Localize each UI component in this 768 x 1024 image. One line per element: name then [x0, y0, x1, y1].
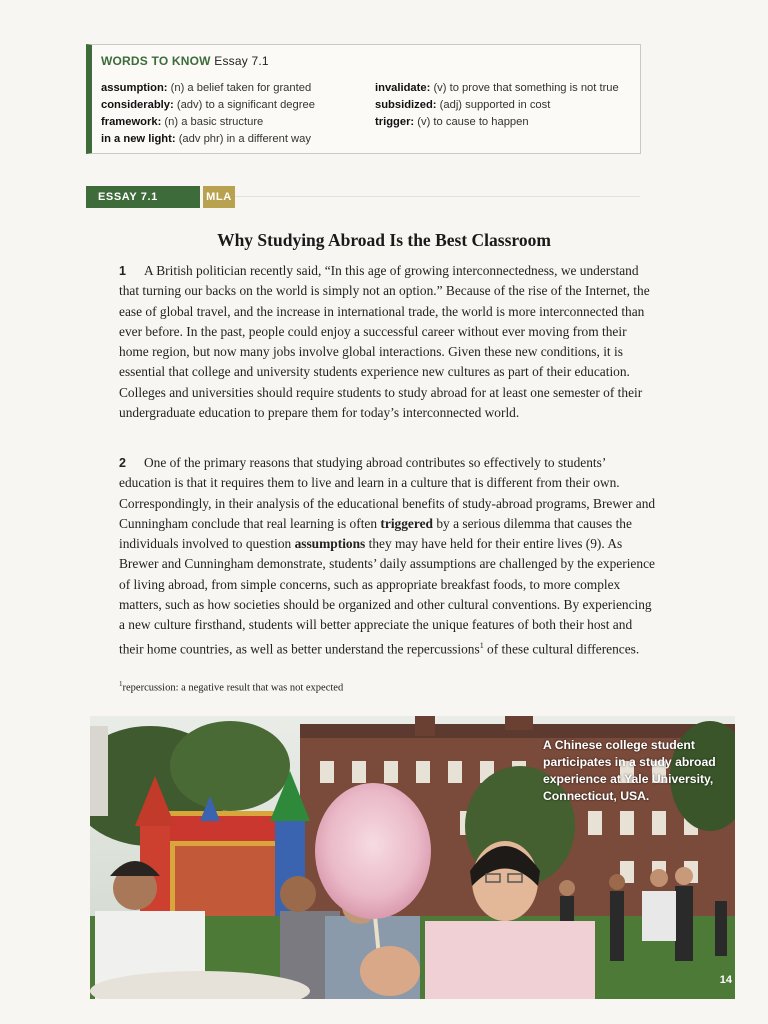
vocab-term: assumption:	[101, 82, 168, 94]
vocab-term: invalidate:	[375, 82, 431, 94]
essay-rule-line	[235, 196, 640, 197]
vocab-def: (v) to cause to happen	[414, 116, 529, 128]
essay-label: ESSAY 7.1	[86, 186, 200, 208]
vocab-term: subsidized:	[375, 99, 437, 111]
vocab-term: framework:	[101, 116, 162, 128]
wtk-left-column	[101, 80, 315, 148]
vocab-entry	[375, 114, 619, 131]
words-to-know-heading	[101, 54, 269, 68]
vocab-entry	[375, 80, 619, 97]
paragraph-1	[119, 261, 659, 423]
paragraph-2	[119, 453, 659, 659]
wtk-essay-ref: Essay 7.1	[214, 54, 269, 68]
wtk-label: WORDS TO KNOW	[101, 54, 211, 68]
essay-title: Why Studying Abroad Is the Best Classroom	[217, 230, 551, 250]
page-number: 14	[719, 974, 732, 986]
footnote	[119, 680, 343, 694]
vocab-entry	[101, 80, 315, 97]
paragraph-number: 1	[119, 264, 126, 278]
style-label: MLA	[203, 186, 235, 208]
vocab-entry	[101, 131, 315, 148]
vocab-term: trigger:	[375, 116, 415, 128]
vocab-def: (adj) supported in cost	[436, 99, 551, 111]
paragraph-text: they may have held for their entire lives (9). As Brewer and Cunningham demonstrate, students’ daily assumptions are challenged by the experience of living abroad, from simple concerns, such as appropriate breakfast foods, to more complex matters, such as how societies should be organized and other cultural conventions. By experiencing a new culture firsthand, students will better appreciate the unique features of both their host and their home countries, as well as better understand the repercussions	[119, 536, 655, 657]
paragraph-text: One of the primary reasons that studying abroad contributes so effectively to students’ education is that it requires them to live and learn in a culture that is different from their own. Correspondingly, in their analysis of the educational benefits of study-abroad programs, Brewer and Cunningham conclude that real learning is often	[119, 455, 656, 531]
wtk-right-column	[375, 80, 619, 131]
photo-caption: A Chinese college student participates in a study abroad experience at Yale University, Connecticut, USA.	[543, 738, 716, 803]
footnote-marker: 1	[479, 640, 484, 650]
vocab-def: (adv) to a significant degree	[173, 99, 315, 111]
vocab-term: considerably:	[101, 99, 174, 111]
paragraph-text: of these cultural differences.	[483, 641, 640, 657]
vocab-def: (adv phr) in a different way	[175, 133, 311, 145]
essay-header-bar	[86, 186, 235, 208]
vocab-entry	[101, 114, 315, 131]
footnote-number: 1	[119, 680, 123, 688]
vocab-def: (n) a belief taken for granted	[167, 82, 312, 94]
vocab-term: in a new light:	[101, 133, 176, 145]
footnote-text: repercussion: a negative result that was not expected	[122, 682, 344, 694]
paragraph-text: by a serious dilemma that causes the individuals involved to question	[119, 515, 632, 552]
vocab-highlight: assumptions	[294, 536, 366, 552]
vocab-entry	[101, 97, 315, 114]
vocab-entry	[375, 97, 619, 114]
paragraph-text: A British politician recently said, “In this age of growing interconnectedness, we understand that turning our backs on the world is simply not an option.” Because of the rise of the Internet, the ease of global travel, and the increase in international trade, the world is more interconnected than ever before. In the past, people could enjoy a successful career without ever moving from their home region, but now many jobs involve global interactions. Given these new conditions, it is essential that college and university students experience new cultures as part of their education. Colleges and universities should require students to study abroad for at least one semester of their undergraduate education to prepare them for today’s interconnected world.	[119, 263, 650, 421]
paragraph-number: 2	[119, 456, 126, 470]
vocab-def: (v) to prove that something is not true	[430, 82, 619, 94]
vocab-highlight: triggered	[380, 515, 433, 531]
campus-photo	[90, 716, 735, 999]
vocab-def: (n) a basic structure	[161, 116, 264, 128]
words-to-know-box	[86, 44, 641, 154]
